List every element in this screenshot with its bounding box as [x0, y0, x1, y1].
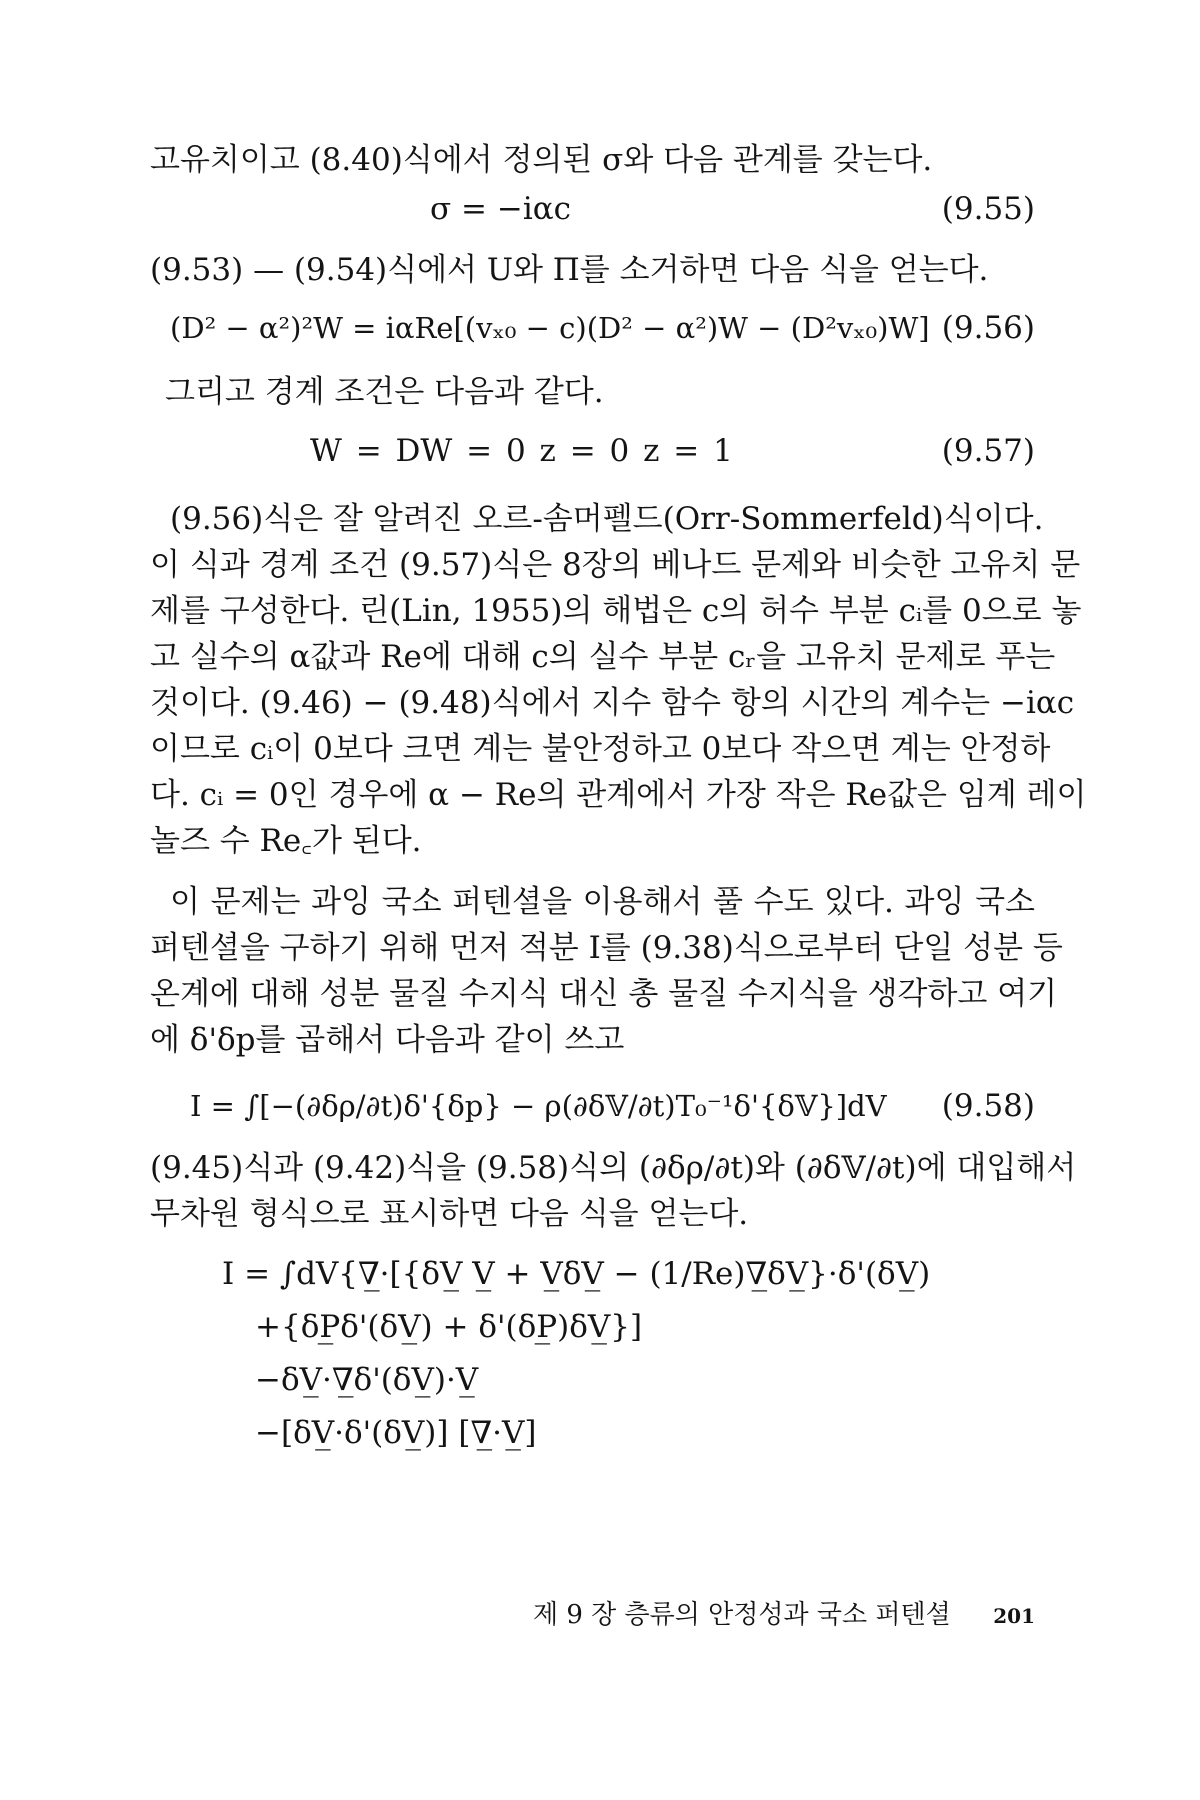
paragraph-line: 고 실수의 α값과 Re에 대해 c의 실수 부분 cᵣ을 고유치 문제로 푸는 — [150, 639, 1056, 675]
equation-9-58: I = ∫[−(∂δρ/∂t)δ'{δp} − ρ(∂δ𝕍/∂t)T₀⁻¹δ'{δ𝕍}]dV — [190, 1089, 887, 1123]
paragraph-line: (9.45)식과 (9.42)식을 (9.58)식의 (∂δρ/∂t)와 (∂δ𝕍/∂t)에 대입해서 — [150, 1150, 1077, 1186]
paragraph-line: 이므로 cᵢ이 0보다 크면 계는 불안정하고 0보다 작으면 계는 안정하 — [150, 731, 1051, 767]
equation-number: (9.58) — [941, 1088, 1035, 1124]
equation-line: +{δP̲δ'(δV̲) + δ'(δP̲)δV̲}] — [255, 1309, 643, 1345]
equation-number: (9.57) — [941, 433, 1035, 469]
paragraph-line: (9.56)식은 잘 알려진 오르-솜머펠드(Orr-Sommerfeld)식이다. — [170, 501, 1044, 537]
paragraph-line: 이 문제는 과잉 국소 퍼텐셜을 이용해서 풀 수도 있다. 과잉 국소 — [170, 884, 1035, 920]
paragraph-line: 온계에 대해 성분 물질 수지식 대신 총 물질 수지식을 생각하고 여기 — [150, 976, 1058, 1012]
paragraph-line: 에 δ'δp를 곱해서 다음과 같이 쓰고 — [150, 1022, 625, 1058]
chapter-title: 제 9 장 층류의 안정성과 국소 퍼텐셜 — [532, 1600, 951, 1630]
paragraph-line: 이 식과 경계 조건 (9.57)식은 8장의 베나드 문제와 비슷한 고유치 문 — [150, 547, 1081, 583]
equation-number: (9.55) — [941, 191, 1035, 227]
paragraph-line: 무차원 형식으로 표시하면 다음 식을 얻는다. — [150, 1196, 749, 1232]
equation-line: −[δV̲·δ'(δV̲)] [∇̲·V̲] — [255, 1415, 537, 1451]
paragraph-line: 제를 구성한다. 린(Lin, 1955)의 해법은 c의 허수 부분 cᵢ를 0으로 놓 — [150, 593, 1082, 629]
equation-9-56: (D² − α²)²W = iαRe[(vₓ₀ − c)(D² − α²)W − (D²vₓ₀)W] — [170, 311, 930, 345]
paragraph-line: 퍼텐셜을 구하기 위해 먼저 적분 I를 (9.38)식으로부터 단일 성분 등 — [150, 930, 1063, 966]
paragraph-line: 것이다. (9.46) − (9.48)식에서 지수 함수 항의 시간의 계수는 −iαc — [150, 685, 1075, 721]
equation-number: (9.56) — [941, 310, 1035, 346]
equation-line: −δV̲·∇̲δ'(δV̲)·V̲ — [255, 1362, 479, 1398]
paragraph-line: 다. cᵢ = 0인 경우에 α − Re의 관계에서 가장 작은 Re값은 임계 레이 — [150, 777, 1087, 813]
text-line: 고유치이고 (8.40)식에서 정의된 σ와 다음 관계를 갖는다. — [150, 142, 933, 178]
equation-9-55: σ = −iαc — [430, 191, 572, 227]
page-number: 201 — [993, 1604, 1035, 1628]
page-footer — [490, 1595, 1035, 1636]
paragraph-line: 놀즈 수 Re꜀가 된다. — [150, 823, 422, 859]
equation-9-57: W = DW = 0 z = 0 z = 1 — [310, 433, 733, 469]
text-line: 그리고 경계 조건은 다음과 같다. — [165, 374, 604, 410]
equation-line: I = ∫dV{∇̲·[{δV̲ V̲ + V̲δV̲ − (1/Re)∇̲δV̲}·δ'(δV̲) — [222, 1256, 931, 1292]
text-line: (9.53) — (9.54)식에서 U와 Π를 소거하면 다음 식을 얻는다. — [150, 252, 989, 288]
